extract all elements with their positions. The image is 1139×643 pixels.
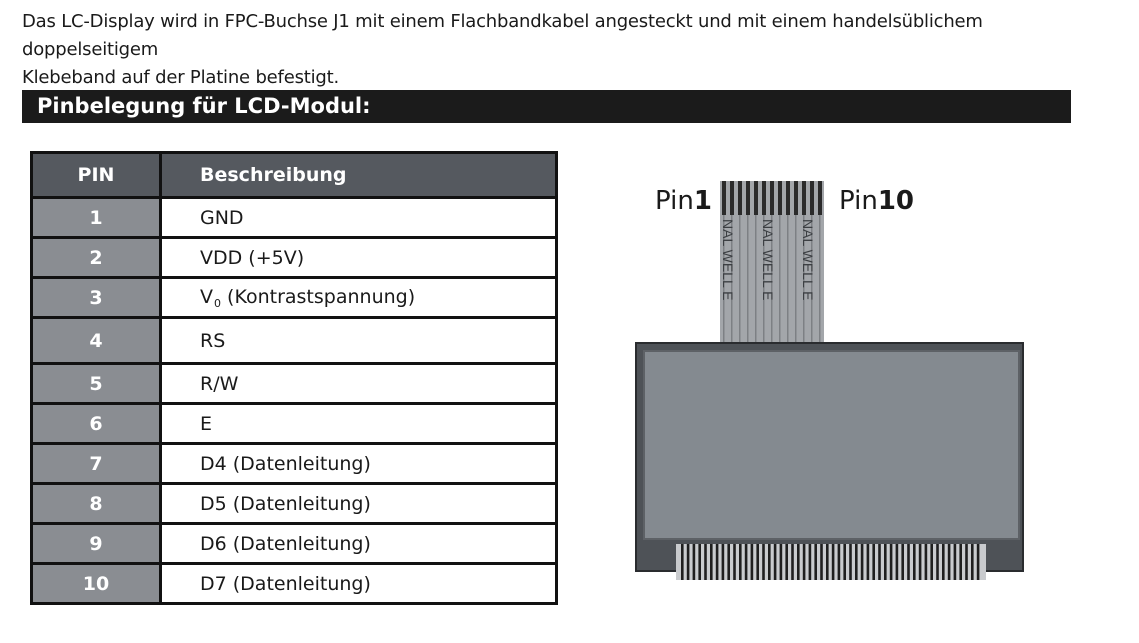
connector-pin <box>751 544 754 580</box>
pin-number: 8 <box>32 484 161 524</box>
label-pin-1 <box>655 186 712 216</box>
ribbon-marking-2: NAL WELL E <box>760 219 776 301</box>
intro-text <box>22 8 1102 92</box>
ribbon-contact <box>746 181 750 215</box>
ribbon-contact <box>786 181 790 215</box>
pin-description: VDD (+5V) <box>161 238 557 278</box>
ribbon-contact <box>818 181 822 215</box>
pin-number: 5 <box>32 364 161 404</box>
ribbon-contact <box>810 181 814 215</box>
pin-description: GND <box>161 198 557 238</box>
pin-description: D4 (Datenleitung) <box>161 444 557 484</box>
connector-pin <box>785 544 788 580</box>
connector-pin <box>716 544 719 580</box>
connector-pin <box>884 544 887 580</box>
connector-pin <box>826 544 829 580</box>
table-row <box>32 278 557 318</box>
connector-pin <box>693 544 696 580</box>
connector-pin <box>838 544 841 580</box>
table-row <box>32 238 557 278</box>
table-row <box>32 444 557 484</box>
pin-description: D7 (Datenleitung) <box>161 564 557 604</box>
ribbon-wire <box>795 215 797 344</box>
desc-prefix: V <box>200 285 213 308</box>
connector-pin <box>698 544 701 580</box>
connector-pin <box>774 544 777 580</box>
table-row <box>32 364 557 404</box>
intro-line-2: Klebeband auf der Platine befestigt. <box>22 67 340 88</box>
label-pin-10 <box>839 186 914 216</box>
ribbon-contact <box>762 181 766 215</box>
connector-pin <box>919 544 922 580</box>
connector-pin <box>704 544 707 580</box>
ribbon-contact <box>802 181 806 215</box>
ribbon-contact <box>730 181 734 215</box>
table-row <box>32 564 557 604</box>
connector-pin <box>965 544 968 580</box>
connector-pin <box>901 544 904 580</box>
ribbon-marking-3: NAL WELL E <box>800 219 816 301</box>
pin-number: 6 <box>32 404 161 444</box>
lcd-screen <box>643 350 1020 540</box>
desc-suffix: (Kontrastspannung) <box>221 285 416 308</box>
column-header-description: Beschreibung <box>161 153 557 198</box>
connector-pin <box>948 544 951 580</box>
connector-pin <box>936 544 939 580</box>
connector-pin <box>867 544 870 580</box>
connector-pin <box>925 544 928 580</box>
ribbon-wire <box>739 215 741 344</box>
pin-description: R/W <box>161 364 557 404</box>
pin-number: 1 <box>32 198 161 238</box>
connector-pin <box>861 544 864 580</box>
connector-pin <box>977 544 980 580</box>
ribbon-wire <box>755 215 757 344</box>
intro-line-1: Das LC-Display wird in FPC-Buchse J1 mit einem Flachbandkabel angesteckt und mit einem handelsüblichem doppelseitigem <box>22 11 983 60</box>
label-pin-10-prefix: Pin <box>839 186 878 216</box>
pin-number: 9 <box>32 524 161 564</box>
connector-pin <box>791 544 794 580</box>
table-row <box>32 318 557 364</box>
ribbon-contact <box>770 181 774 215</box>
ribbon-contact <box>754 181 758 215</box>
connector-pin <box>855 544 858 580</box>
pin-number: 3 <box>32 278 161 318</box>
connector-pin <box>681 544 684 580</box>
pin-number: 10 <box>32 564 161 604</box>
pin-description: D6 (Datenleitung) <box>161 524 557 564</box>
pin-description: RS <box>161 318 557 364</box>
label-pin-1-prefix: Pin <box>655 186 694 216</box>
column-header-pin: PIN <box>32 153 161 198</box>
table-row <box>32 404 557 444</box>
connector-pin <box>971 544 974 580</box>
connector-pin <box>849 544 852 580</box>
connector-pin <box>843 544 846 580</box>
pin-description <box>161 278 557 318</box>
ribbon-contact <box>738 181 742 215</box>
connector-pin <box>797 544 800 580</box>
connector-pin <box>814 544 817 580</box>
connector-pin <box>768 544 771 580</box>
label-pin-1-number: 1 <box>693 186 712 216</box>
ribbon-wire <box>779 215 781 344</box>
connector-pin <box>890 544 893 580</box>
pin-description: D5 (Datenleitung) <box>161 484 557 524</box>
connector-pin <box>809 544 812 580</box>
connector-pin <box>756 544 759 580</box>
ribbon-wire <box>819 215 821 344</box>
connector-pin <box>913 544 916 580</box>
connector-pin <box>878 544 881 580</box>
connector-pin <box>739 544 742 580</box>
connector-pin <box>930 544 933 580</box>
table-row <box>32 198 557 238</box>
connector-pin <box>727 544 730 580</box>
table-row <box>32 524 557 564</box>
connector-pin <box>942 544 945 580</box>
ribbon-wire <box>787 215 789 344</box>
ribbon-marking-1: NAL WELL E <box>720 219 736 301</box>
lcd-connector-pins <box>676 544 986 580</box>
connector-pin <box>803 544 806 580</box>
connector-pin <box>745 544 748 580</box>
connector-pin <box>832 544 835 580</box>
connector-pin <box>722 544 725 580</box>
pin-number: 4 <box>32 318 161 364</box>
connector-pin <box>733 544 736 580</box>
connector-pin <box>896 544 899 580</box>
connector-pin <box>780 544 783 580</box>
pin-table <box>30 151 558 605</box>
connector-pin <box>954 544 957 580</box>
section-heading: Pinbelegung für LCD-Modul: <box>22 90 1071 123</box>
connector-pin <box>820 544 823 580</box>
pin-number: 7 <box>32 444 161 484</box>
connector-pin <box>959 544 962 580</box>
connector-pin <box>710 544 713 580</box>
table-row <box>32 484 557 524</box>
pin-number: 2 <box>32 238 161 278</box>
desc-subscript: 0 <box>214 296 221 310</box>
connector-pin <box>762 544 765 580</box>
pin-description: E <box>161 404 557 444</box>
label-pin-10-number: 10 <box>877 186 914 216</box>
connector-pin <box>907 544 910 580</box>
connector-pin <box>872 544 875 580</box>
ribbon-contact <box>794 181 798 215</box>
ribbon-contact <box>778 181 782 215</box>
ribbon-contact <box>722 181 726 215</box>
ribbon-wire <box>747 215 749 344</box>
connector-pin <box>687 544 690 580</box>
ribbon-cable <box>720 181 824 344</box>
